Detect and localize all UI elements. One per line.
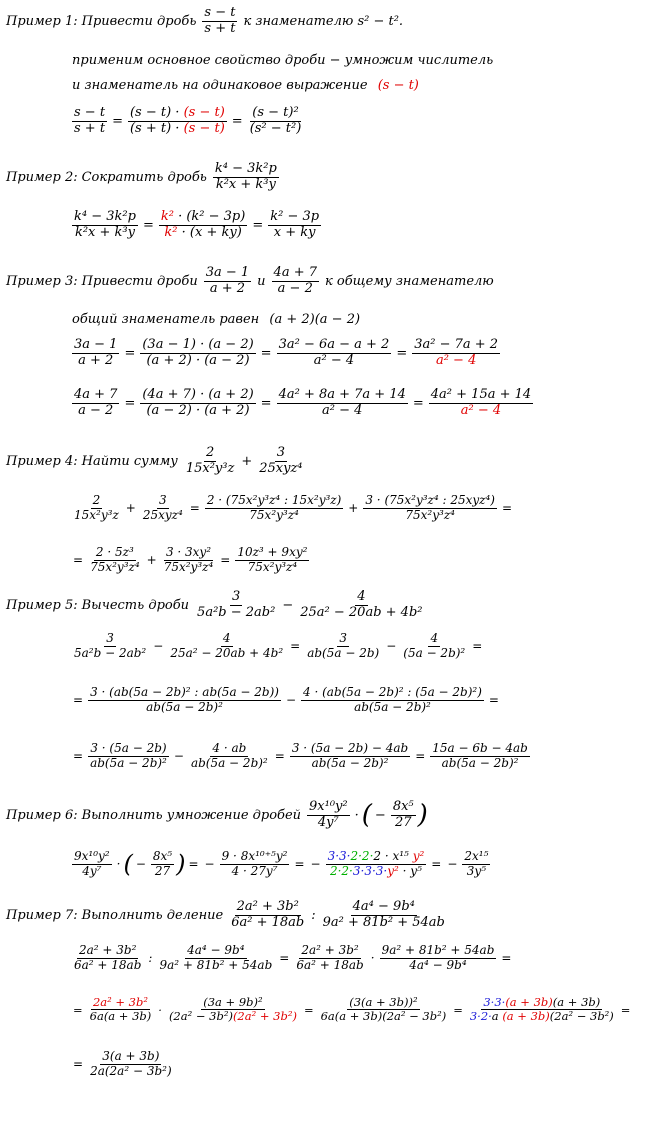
example-6-equation: $\frac{\text{9x¹⁰y²}}{\text{4y⁷}}$ · ( − $\frac{\text{8x⁵}}{27}$ ) = − $\frac{\text{9 · 8x¹⁰⁺⁵y²}}{\text{4 · 27y⁷}}$ = − $\frac{\text{3·3·2·2·2 · x¹⁵ y²}}{\text{2·2·3·3·3·y² · y⁵}}$ = − $\frac{\text{2x¹⁵}}{\text{3y⁵}}$ [74,849,489,879]
fraction: $\frac{\text{9x¹⁰y²}}{\text{4y⁷}}$ [74,849,110,878]
example-label: Пример 4: [6,453,78,469]
fraction: $\frac{\text{3 · (75x²y³z⁴ : 25xyz⁴)}}{\text{75x²y³z⁴}}$ [365,493,495,522]
fraction: $\frac{(s - t) \cdot (s - t)}{(s + t) \cdot (s - t)}$ [129,105,225,136]
example-1-equation: $\frac{s - t}{s + t}$ = $\frac{(s - t) \cdot (s - t)}{(s + t) \cdot (s - t)}$ = $\frac{\text{(s − t)²}}{\text{(s² − t²)}}$ [74,105,302,136]
fraction: $\frac{\text{4a² + 15a + 14}}{\text{a² − 4}}$ [430,387,532,418]
fraction: $\frac{\text{k⁴ − 3k²p}}{\text{k²x + k³y}}$ [214,161,277,192]
example-5-equation-2: = $\frac{\text{3 · (ab(5a − 2b)² : ab(5a − 2b))}}{\text{ab(5a − 2b)²}}$ − $\frac{\text{4 · (ab(5a − 2b)² : (5a − 2b)²)}}{\text{ab(5a − 2b)²}}$ = [73,685,499,714]
fraction: $\frac{(3a - 1) \cdot (a - 2)}{(a + 2) \cdot (a - 2)}$ [142,337,254,368]
task-text: Выполнить умножение дробей [81,807,302,823]
task-text: к общему знаменателю [325,273,494,289]
example-3-equation-1: $\frac{3a - 1}{a + 2}$ = $\frac{(3a - 1) \cdot (a - 2)}{(a + 2) \cdot (a - 2)}$ = $\frac{\text{3a² − 6a − a + 2}}{\text{a² − 4}}$ = $\frac{\text{3a² − 7a + 2}}{\text{a² − 4}}$ [74,337,499,368]
fraction: $\frac{\text{k⁴ − 3k²p}}{\text{k²x + k³y}}$ [74,209,136,240]
fraction: $\frac{4}{\text{25a² − 20ab + 4b²}}$ [170,631,284,660]
task-text: Привести дробь [81,13,197,29]
example-1-note-1: применим основное свойство дроби − умножим числитель [72,53,494,68]
example-7-equation-2: = $\frac{\text{2a² + 3b²}}{6a(a + 3b)}$ · $\frac{\text{(3a + 9b)²}}{\text{(2a² − 3b²)(2a² + 3b²)}}$ = $\frac{\text{(3(a + 3b))²}}{\text{6a(a + 3b)(2a² − 3b²)}}$ = $\frac{3\cdot 3\cdot(a + 3b)(a + 3b)}{\text{3·2·a (a + 3b)(2a² − 3b²)}}$ = [73,995,631,1024]
fraction: $\frac{\text{(3(a + 3b))²}}{\text{6a(a + 3b)(2a² − 3b²)}}$ [320,995,447,1024]
fraction: $\frac{\text{3·3·2·2·2 · x¹⁵ y²}}{\text{2·2·3·3·3·y² · y⁵}}$ [327,849,425,878]
example-label: Пример 2: [6,169,78,185]
fraction: $\frac{\text{10z³ + 9xy²}}{\text{75x²y³z⁴}}$ [237,545,308,574]
fraction: $\frac{\text{4 · (ab(5a − 2b)² : (5a − 2b)²)}}{\text{ab(5a − 2b)²}}$ [303,685,482,714]
fraction: $\frac{4 \cdot ab}{\text{ab(5a − 2b)²}}$ [190,741,268,770]
fraction: $\frac{\text{2a² + 3b²}}{\text{6a² + 18ab}}$ [231,899,305,930]
fraction: $\frac{4a + 7}{a - 2}$ [273,265,317,296]
fraction: $\frac{\text{2a² + 3b²}}{\text{6a² + 18ab}}$ [296,943,364,972]
fraction: $\frac{\text{9 · 8x¹⁰⁺⁵y²}}{\text{4 · 27y⁷}}$ [221,849,288,878]
example-4-header: Пример 4: Найти сумму $\frac{2}{\text{15x²y³z}}$ + $\frac{3}{\text{25xyz⁴}}$ [6,445,303,476]
fraction: $\frac{\text{9x¹⁰y²}}{\text{4y⁷}}$ [309,799,348,830]
example-2-equation: $\frac{\text{k⁴ − 3k²p}}{\text{k²x + k³y}}$ = $\frac{\text{k² · (k² − 3p)}}{\text{k² · (x + ky)}}$ = $\frac{\text{k² − 3p}}{x + ky}$ [74,209,320,240]
fraction: $\frac{\text{k² · (k² − 3p)}}{\text{k² · (x + ky)}}$ [160,209,246,240]
fraction: $\frac{\text{3 · (ab(5a − 2b)² : ab(5a − 2b))}}{\text{ab(5a − 2b)²}}$ [90,685,279,714]
fraction: $\frac{s - t}{s + t}$ [74,105,106,136]
fraction: $\frac{3}{\text{25xyz⁴}}$ [142,493,183,522]
fraction: $\frac{3}{ab(5a - 2b)}$ [307,631,380,660]
example-4-equation-1: $\frac{2}{\text{15x²y³z}}$ + $\frac{3}{\text{25xyz⁴}}$ = $\frac{\text{2 · (75x²y³z⁴ : 15x²y³z)}}{\text{75x²y³z⁴}}$ + $\frac{\text{3 · (75x²y³z⁴ : 25xyz⁴)}}{\text{75x²y³z⁴}}$ = [74,493,513,522]
fraction: $\frac{\text{4a⁴ − 9b⁴}}{\text{9a² + 81b² + 54ab}}$ [322,899,445,930]
fraction: $\frac{2}{\text{15x²y³z}}$ [185,445,235,476]
fraction: $\frac{\text{2a² + 3b²}}{\text{6a² + 18ab}}$ [74,943,142,972]
example-5-equation-3: = $\frac{3 \cdot (5a - 2b)}{\text{ab(5a − 2b)²}}$ − $\frac{4 \cdot ab}{\text{ab(5a − 2b)²}}$ = $\frac{3 \cdot (5a - 2b) - 4ab}{\text{ab(5a − 2b)²}}$ = $\frac{15a - 6b - 4ab}{\text{ab(5a − 2b)²}}$ [73,741,528,770]
task-text: к знаменателю s² − t². [243,13,404,29]
fraction: $\frac{3a - 1}{a + 2}$ [74,337,118,368]
fraction: $\frac{3}{\text{5a²b − 2ab²}}$ [197,589,276,620]
fraction: $\frac{3 \cdot (5a - 2b) - 4ab}{\text{ab(5a − 2b)²}}$ [291,741,409,770]
fraction: $\frac{4}{\text{25a² − 20ab + 4b²}}$ [300,589,423,620]
fraction: $\frac{\text{(s − t)²}}{\text{(s² − t²)}}$ [249,105,302,136]
example-label: Пример 3: [6,273,78,289]
task-text: Вычесть дроби [81,597,190,613]
task-text: Сократить дробь [81,169,207,185]
fraction: $\frac{15a - 6b - 4ab}{\text{ab(5a − 2b)²}}$ [432,741,528,770]
example-3-equation-2: $\frac{4a + 7}{a - 2}$ = $\frac{(4a + 7) \cdot (a + 2)}{(a - 2) \cdot (a + 2)}$ = $\frac{\text{4a² + 8a + 7a + 14}}{\text{a² − 4}}$ = $\frac{\text{4a² + 15a + 14}}{\text{a² − 4}}$ [74,387,532,418]
example-4-equation-2: = $\frac{\text{2 · 5z³}}{\text{75x²y³z⁴}}$ + $\frac{\text{3 · 3xy²}}{\text{75x²y³z⁴}}$ = $\frac{\text{10z³ + 9xy²}}{\text{75x²y³z⁴}}$ [73,545,308,574]
fraction: $\frac{4a + 7}{a - 2}$ [74,387,118,418]
example-7-equation-1: $\frac{\text{2a² + 3b²}}{\text{6a² + 18ab}}$ : $\frac{\text{4a⁴ − 9b⁴}}{\text{9a² + 81b² + 54ab}}$ = $\frac{\text{2a² + 3b²}}{\text{6a² + 18ab}}$ · $\frac{\text{9a² + 81b² + 54ab}}{\text{4a⁴ − 9b⁴}}$ = [74,943,512,972]
fraction: $\frac{4}{\text{(5a − 2b)²}}$ [403,631,466,660]
fraction: $\frac{\text{3a² − 7a + 2}}{\text{a² − 4}}$ [414,337,499,368]
example-label: Пример 1: [6,13,78,29]
fraction: $\frac{\text{8x⁵}}{27}$ [152,849,173,878]
task-text: Выполнить деление [81,907,224,923]
fraction: $\frac{\text{(3a + 9b)²}}{\text{(2a² − 3b²)(2a² + 3b²)}}$ [168,995,297,1024]
example-label: Пример 7: [6,907,78,923]
example-6-header: Пример 6: Выполнить умножение дробей $\frac{\text{9x¹⁰y²}}{\text{4y⁷}}$ · ( − $\frac{\text{8x⁵}}{27}$ ) [6,799,428,831]
example-3-header: Пример 3: Привести дроби $\frac{3a - 1}{a + 2}$ и $\frac{4a + 7}{a - 2}$ к общему знаменателю [6,265,494,296]
example-1-header [6,6,403,37]
fraction: $\frac{3a - 1}{a + 2}$ [205,265,250,296]
example-label: Пример 5: [6,597,78,613]
example-label: Пример 6: [6,807,78,823]
fraction: $\frac{3 \cdot (5a - 2b)}{\text{ab(5a − 2b)²}}$ [90,741,167,770]
example-2-header [6,162,281,193]
fraction: $\frac{3(a + 3b)}{\text{2a(2a² − 3b²)}}$ [90,1049,172,1078]
example-7-header: Пример 7: Выполнить деление $\frac{\text{2a² + 3b²}}{\text{6a² + 18ab}}$ : $\frac{\text{4a⁴ − 9b⁴}}{\text{9a² + 81b² + 54ab}}$ [6,899,445,930]
fraction: $\frac{s - t}{s + t}$ [204,5,236,36]
example-5-equation-1: $\frac{3}{\text{5a²b − 2ab²}}$ − $\frac{4}{\text{25a² − 20ab + 4b²}}$ = $\frac{3}{ab(5a - 2b)}$ − $\frac{4}{\text{(5a − 2b)²}}$ = [74,631,483,660]
fraction: $\frac{\text{k² − 3p}}{x + ky}$ [270,209,320,240]
fraction: $\frac{2}{\text{15x²y³z}}$ [74,493,119,522]
fraction: $\frac{\text{3a² − 6a − a + 2}}{\text{a² − 4}}$ [278,337,390,368]
fraction: $\frac{\text{2x¹⁵}}{\text{3y⁵}}$ [464,849,489,878]
fraction: $\frac{(4a + 7) \cdot (a + 2)}{(a - 2) \cdot (a + 2)}$ [142,387,254,418]
example-1-note-2: и знаменатель на одинаковое выражение (s − t) [72,78,419,93]
fraction: $\frac{\text{2 · (75x²y³z⁴ : 15x²y³z)}}{\text{75x²y³z⁴}}$ [206,493,342,522]
fraction: $\frac{3}{\text{25xyz⁴}}$ [259,445,303,476]
fraction: $\frac{\text{4a² + 8a + 7a + 14}}{\text{a² − 4}}$ [278,387,406,418]
fraction: $\frac{3}{\text{5a²b − 2ab²}}$ [74,631,147,660]
fraction: $\frac{\text{2a² + 3b²}}{6a(a + 3b)}$ [89,995,152,1024]
fraction: $\frac{\text{4a⁴ − 9b⁴}}{\text{9a² + 81b² + 54ab}}$ [159,943,273,972]
fraction: $\frac{\text{9a² + 81b² + 54ab}}{\text{4a⁴ − 9b⁴}}$ [381,943,495,972]
example-7-equation-3: = $\frac{3(a + 3b)}{\text{2a(2a² − 3b²)}}$ [73,1049,172,1078]
fraction: $\frac{3\cdot 3\cdot(a + 3b)(a + 3b)}{\text{3·2·a (a + 3b)(2a² − 3b²)}}$ [469,995,614,1024]
example-5-header: Пример 5: Вычесть дроби $\frac{3}{\text{5a²b − 2ab²}}$ − $\frac{4}{\text{25a² − 20ab + 4b²}}$ [6,589,423,620]
task-text: Найти сумму [81,453,178,469]
example-3-note: общий знаменатель равен (a + 2)(a − 2) [72,312,361,327]
task-text: Привести дроби [81,273,198,289]
fraction: $\frac{\text{3 · 3xy²}}{\text{75x²y³z⁴}}$ [163,545,214,574]
fraction: $\frac{\text{2 · 5z³}}{\text{75x²y³z⁴}}$ [90,545,140,574]
fraction: $\frac{\text{8x⁵}}{27}$ [392,799,414,830]
